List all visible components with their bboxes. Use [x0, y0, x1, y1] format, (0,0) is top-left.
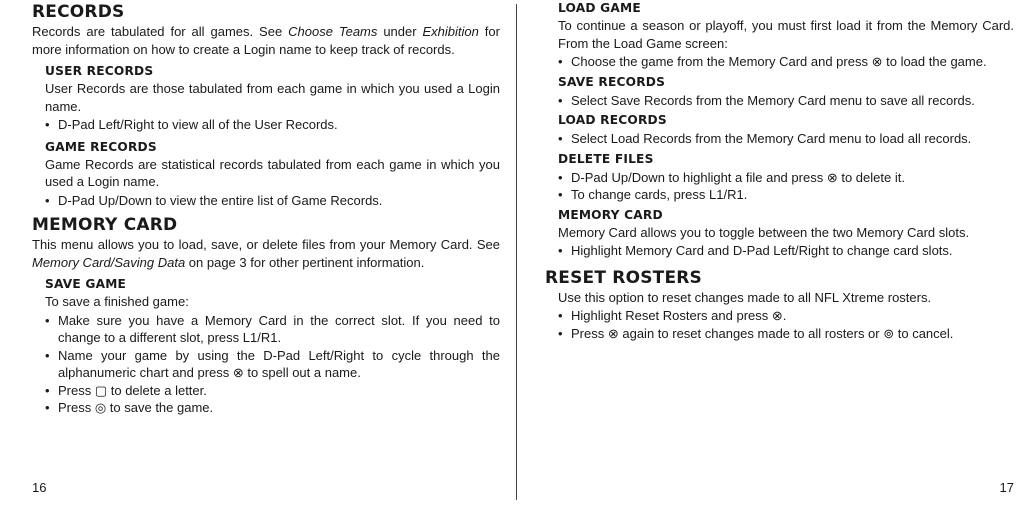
records-heading: RECORDS [32, 2, 125, 22]
save-game-text: To save a finished game: [45, 294, 189, 309]
list-item: • Press ⊗ again to reset changes made to all rosters or ⊚ to cancel. [558, 325, 1014, 343]
load-game-text: To continue a season or playoff, you must first load it from the Memory Card. From the Load Game screen: [558, 18, 1014, 51]
delete-files-list [558, 169, 1014, 204]
list-item: • Make sure you have a Memory Card in the correct slot. If you need to change to a different slot, press L1/R1. [45, 312, 500, 347]
load-records-section [545, 112, 1014, 148]
controller-button-icon: ◎ [94, 400, 107, 415]
controller-button-icon: ▢ [94, 382, 108, 398]
controller-button-icon: ⊗ [232, 365, 244, 380]
list-item: • Choose the game from the Memory Card and press ⊗ to load the game. [558, 53, 1014, 71]
list-item: • Select Load Records from the Memory Card menu to load all records. [558, 130, 1014, 148]
save-game-heading: SAVE GAME [45, 277, 127, 291]
save-records-heading: SAVE RECORDS [558, 74, 666, 89]
memory-card-sub-section [545, 207, 1014, 260]
game-records-text: Game Records are statistical records tabulated from each game in which you used a Login name. [45, 156, 500, 189]
italic-reference: Choose Teams [288, 24, 378, 39]
memory-card-sub-heading: MEMORY CARD [558, 207, 663, 222]
list-item: • D-Pad Left/Right to view all of the User Records. [45, 116, 500, 134]
italic-reference: Memory Card/Saving Data [32, 254, 186, 270]
memory-card-sub-list [558, 242, 1014, 260]
reset-rosters-list [558, 307, 1014, 342]
list-item: • Highlight Reset Rosters and press ⊗. [558, 307, 1014, 325]
page-number-right: 17 [999, 480, 1014, 495]
right-page [521, 0, 1026, 511]
controller-button-icon: ⊚ [883, 325, 895, 341]
controller-button-icon: ⊗ [871, 54, 883, 69]
list-item: • Press ◎ to save the game. [45, 399, 500, 417]
user-records-text: User Records are those tabulated from each game in which you used a Login name. [45, 81, 500, 114]
controller-button-icon: ⊗ [607, 325, 619, 341]
controller-button-icon: ⊗ [826, 169, 838, 185]
load-game-list [558, 53, 1014, 71]
memory-card-intro: This menu allows you to load, save, or delete files from your Memory Card. See Memory Card/Saving Data on page 3 for other pertinent information. [32, 237, 500, 270]
list-item: • Highlight Memory Card and D-Pad Left/Right to change card slots. [558, 242, 1014, 260]
page-number-left: 16 [32, 480, 47, 495]
list-item: • D-Pad Up/Down to view the entire list of Game Records. [45, 192, 500, 210]
page-gutter-divider [516, 4, 517, 500]
list-item: • Press ▢ to delete a letter. [45, 382, 500, 400]
records-intro: Records are tabulated for all games. See Choose Teams under Exhibition for more information on how to create a Login name to keep track of records. [32, 24, 500, 57]
list-item: • To change cards, press L1/R1. [558, 186, 1014, 204]
save-game-list [45, 312, 500, 417]
italic-reference: Exhibition [422, 24, 479, 39]
delete-files-heading: DELETE FILES [558, 151, 654, 166]
memory-card-sub-text: Memory Card allows you to toggle between the two Memory Card slots. [558, 224, 970, 240]
memory-card-heading: MEMORY CARD [32, 215, 178, 235]
load-game-section [545, 0, 1014, 71]
list-item: • D-Pad Up/Down to highlight a file and press ⊗ to delete it. [558, 169, 1014, 187]
list-item: • Name your game by using the D-Pad Left/Right to cycle through the alphanumeric chart and press ⊗ to spell out a name. [45, 347, 500, 382]
reset-rosters-heading: RESET ROSTERS [545, 267, 703, 288]
list-item: • Select Save Records from the Memory Card menu to save all records. [558, 92, 1014, 110]
game-records-section [32, 139, 500, 210]
controller-button-icon: ⊗ [771, 308, 783, 323]
game-records-list [45, 192, 500, 210]
user-records-section [32, 63, 500, 134]
delete-files-section [545, 151, 1014, 204]
save-records-list [558, 92, 1014, 110]
user-records-heading: USER RECORDS [45, 64, 154, 78]
user-records-list [45, 116, 500, 134]
game-records-heading: GAME RECORDS [45, 139, 157, 154]
reset-rosters-text: Use this option to reset changes made to all NFL Xtreme rosters. [558, 289, 932, 305]
load-game-heading: LOAD GAME [558, 1, 641, 15]
load-records-heading: LOAD RECORDS [558, 113, 667, 127]
load-records-list [558, 130, 1014, 148]
save-records-section [545, 74, 1014, 110]
save-game-section [32, 276, 500, 417]
reset-rosters-section [545, 289, 1014, 343]
